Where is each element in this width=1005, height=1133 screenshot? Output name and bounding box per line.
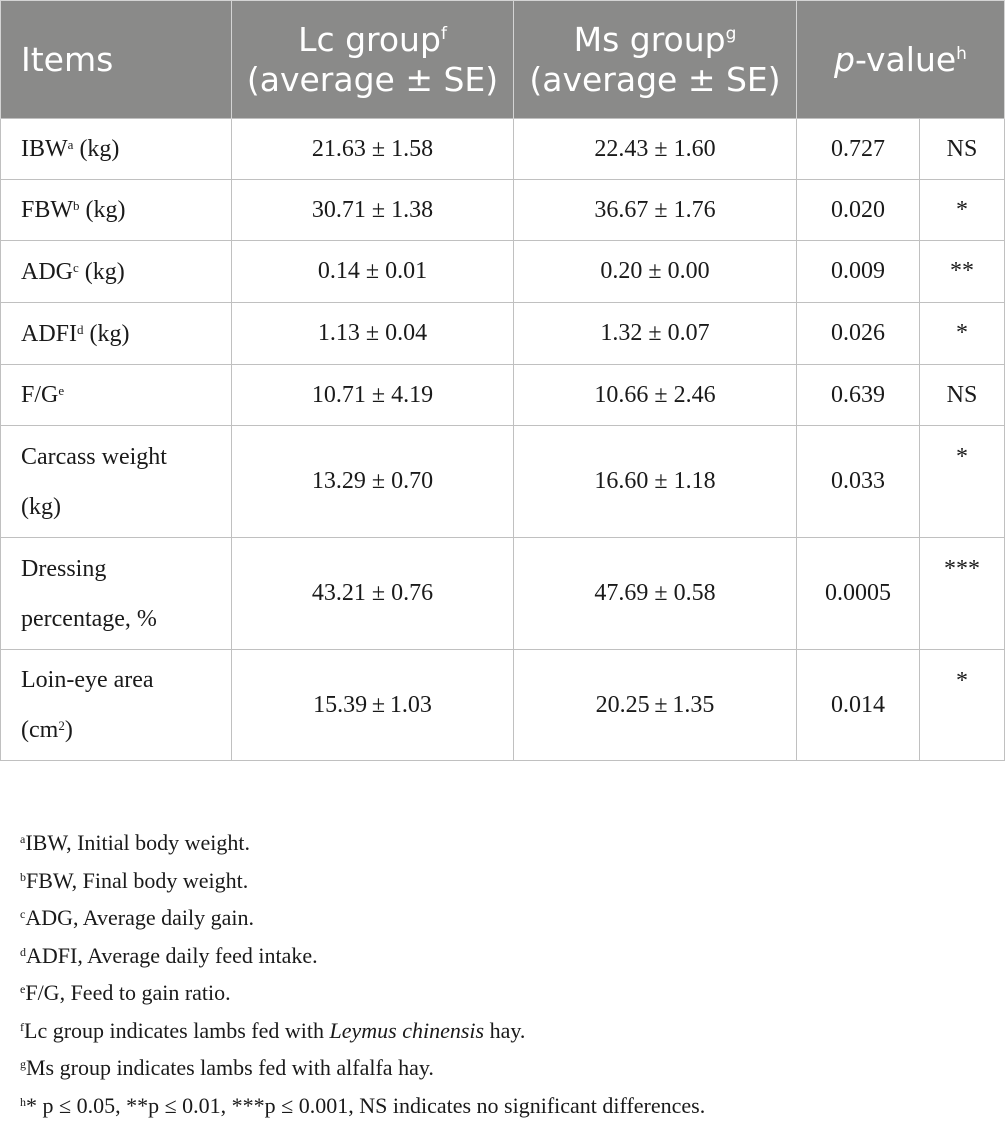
footnote-c: $^c$ADG, Average daily gain. (20, 905, 255, 930)
footnote-g: $^g$Ms group indicates lambs fed with alfalfa hay. (20, 1055, 434, 1080)
header-lc-group: Lc group$^f$ (average ± SE) (232, 1, 514, 119)
lc-value: 1.13 ± 0.04 (232, 303, 514, 365)
lc-value: 30.71 ± 1.38 (232, 180, 514, 241)
item-cell: Carcass weight (kg) (1, 426, 232, 538)
footnote-f: $^f$Lc group indicates lambs fed with Leymus chinensis hay. (20, 1017, 526, 1043)
footnote-a: $^a$IBW, Initial body weight. (20, 830, 250, 855)
table-row (1, 365, 1005, 426)
table-row (1, 303, 1005, 365)
p-value: 0.020 (797, 180, 920, 241)
ms-value: 1.32 ± 0.07 (514, 303, 797, 365)
table-row (1, 538, 1005, 650)
header-p-value: p-value$^h$ (797, 1, 1005, 119)
table-row (1, 241, 1005, 303)
table-row (1, 650, 1005, 761)
p-value: 0.0005 (797, 538, 920, 650)
ms-value: 20.25 ± 1.35 (514, 650, 797, 761)
item-cell: IBW$^a$ (kg) (1, 119, 232, 180)
significance: * (920, 303, 1005, 365)
significance: * (920, 180, 1005, 241)
p-value: 0.033 (797, 426, 920, 538)
lc-value: 0.14 ± 0.01 (232, 241, 514, 303)
ms-value: 16.60 ± 1.18 (514, 426, 797, 538)
item-cell: Loin-eye area $(cm^2)$ (1, 650, 232, 761)
lc-value: 15.39 ± 1.03 (232, 650, 514, 761)
ms-value: 36.67 ± 1.76 (514, 180, 797, 241)
item-cell: $F/G^e$ (1, 365, 232, 426)
table-row (1, 180, 1005, 241)
p-value: 0.026 (797, 303, 920, 365)
table-row (1, 426, 1005, 538)
significance: NS (920, 365, 1005, 426)
p-value: 0.727 (797, 119, 920, 180)
ms-value: 47.69 ± 0.58 (514, 538, 797, 650)
footnote-d: $^d$ADFI, Average daily feed intake. (20, 942, 318, 968)
header-items: Items (1, 1, 232, 119)
significance: NS (920, 119, 1005, 180)
table-footnotes (20, 824, 705, 1124)
significance: ** (920, 241, 1005, 303)
significance: * (920, 650, 1005, 761)
ms-value: 0.20 ± 0.00 (514, 241, 797, 303)
footnote-h: $^h$* p ≤ 0.05, **p ≤ 0.01, ***p ≤ 0.001, NS indicates no significant differences. (20, 1092, 706, 1118)
table-row (1, 119, 1005, 180)
p-value: 0.639 (797, 365, 920, 426)
header-ms-group: Ms group$^g$ (average ± SE) (514, 1, 797, 119)
item-cell: FBW$^b$ (kg) (1, 180, 232, 241)
footnote-e: $^e$F/G, Feed to gain ratio. (20, 980, 231, 1005)
p-value: 0.014 (797, 650, 920, 761)
item-cell: Dressing percentage, % (1, 538, 232, 650)
significance: *** (920, 538, 1005, 650)
header-row (1, 1, 1005, 119)
lc-value: 21.63 ± 1.58 (232, 119, 514, 180)
lc-value: 43.21 ± 0.76 (232, 538, 514, 650)
ms-value: 10.66 ± 2.46 (514, 365, 797, 426)
significance: * (920, 426, 1005, 538)
p-value: 0.009 (797, 241, 920, 303)
lc-value: 10.71 ± 4.19 (232, 365, 514, 426)
lc-value: 13.29 ± 0.70 (232, 426, 514, 538)
footnote-b: $^b$FBW, Final body weight. (20, 867, 249, 893)
ms-value: 22.43 ± 1.60 (514, 119, 797, 180)
item-cell: ADG$^c$ (kg) (1, 241, 232, 303)
item-cell: ADFI$^d$ (kg) (1, 303, 232, 365)
